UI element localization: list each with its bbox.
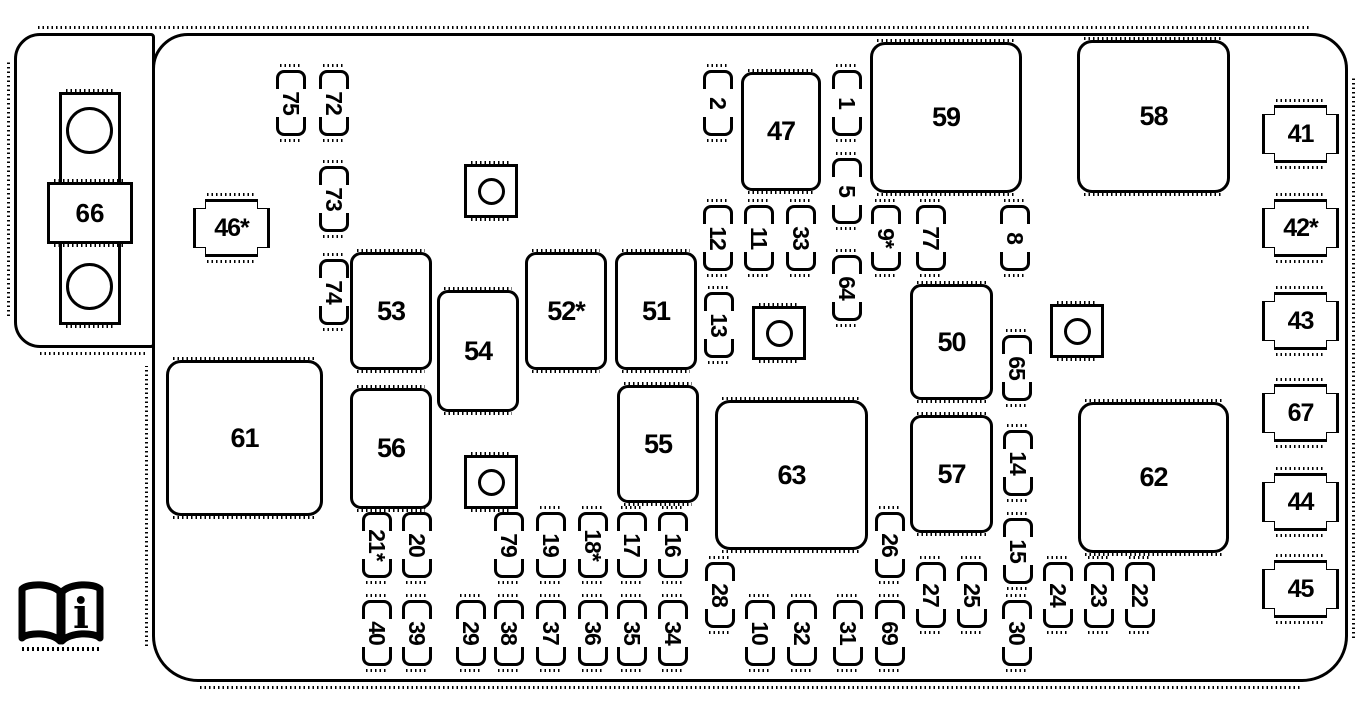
fuse-74 xyxy=(319,259,349,325)
fuse-cap-bottom xyxy=(658,647,688,666)
fuse-label: 9* xyxy=(873,228,900,248)
fuse-cap-top xyxy=(578,512,608,531)
fuse-cap-bottom xyxy=(319,306,349,325)
fuse-cap-bottom xyxy=(578,559,608,578)
fuse-cap-bottom xyxy=(276,117,306,136)
relay-label: 59 xyxy=(931,102,961,132)
mega-fuse-terminal-top xyxy=(66,107,113,154)
book-left-page xyxy=(22,585,60,641)
fuse-cap-top xyxy=(362,600,392,619)
fuse-label: 40 xyxy=(364,621,391,645)
fuse-cap-bottom xyxy=(1125,609,1155,628)
fuse-label: 39 xyxy=(404,621,431,645)
fuse-label: 72 xyxy=(321,91,348,115)
fuse-label: 24 xyxy=(1045,583,1072,607)
fuse-cap-top xyxy=(832,158,862,177)
fuse-label: 77 xyxy=(918,226,945,250)
fuse-cap-bottom xyxy=(832,117,862,136)
fuse-label: 35 xyxy=(619,621,646,645)
fuse-cap-bottom xyxy=(703,117,733,136)
fuse-label: 64 xyxy=(834,276,861,300)
relay-label: 56 xyxy=(376,433,406,463)
fuse-label: 2 xyxy=(705,97,732,109)
fuse-73 xyxy=(319,166,349,232)
fuse-cap-top xyxy=(745,600,775,619)
fuse-label: 34 xyxy=(660,621,687,645)
fuse-cap-top xyxy=(536,600,566,619)
fuse-cap-bottom xyxy=(1000,252,1030,271)
relay-label: 55 xyxy=(643,428,673,459)
mega-fuse-label: 66 xyxy=(75,197,105,228)
fuse-cap-bottom xyxy=(362,559,392,578)
mounting-bolt xyxy=(464,164,518,218)
fuse-label: 21* xyxy=(364,529,391,561)
jcase-fuse-67 xyxy=(1262,384,1339,442)
relay-label: 58 xyxy=(1139,101,1168,131)
attach-hatch-bottom xyxy=(40,352,146,355)
jcase-fuse-44 xyxy=(1262,473,1339,531)
fuse-label: 42* xyxy=(1283,213,1318,242)
fuse-cap-bottom xyxy=(957,609,987,628)
fuse-cap-bottom xyxy=(494,647,524,666)
fuse-label: 41 xyxy=(1287,119,1314,148)
fuse-label: 11 xyxy=(746,226,773,250)
fuse-label: 69 xyxy=(877,621,904,645)
fuse-label: 13 xyxy=(706,313,733,337)
fuse-8 xyxy=(1000,205,1030,271)
panel-hatch-left xyxy=(145,366,148,646)
fuse-cap-top xyxy=(1003,518,1033,537)
relay-label: 51 xyxy=(641,295,671,326)
fuse-label: 8 xyxy=(1002,232,1029,244)
fuse-label: 25 xyxy=(959,583,986,607)
jcase-fuse-45 xyxy=(1262,560,1339,618)
fuse-39 xyxy=(402,600,432,666)
fuse-label: 18* xyxy=(580,529,607,561)
fuse-20 xyxy=(402,512,432,578)
fuse-cap-bottom xyxy=(617,647,647,666)
relay-63 xyxy=(715,400,868,550)
fuse-label: 28 xyxy=(707,583,734,607)
fuse-2 xyxy=(703,70,733,136)
fuse-32 xyxy=(787,600,817,666)
fuse-cap-bottom xyxy=(704,339,734,358)
fuse-cap-top xyxy=(832,255,862,274)
fuse-cap-bottom xyxy=(319,117,349,136)
fuse-1 xyxy=(832,70,862,136)
fuse-cap-top xyxy=(704,292,734,311)
mega-fuse-terminal-bottom xyxy=(66,263,113,310)
fuse-9 xyxy=(871,205,901,271)
jcase-fuse-43 xyxy=(1262,292,1339,350)
fuse-label: 30 xyxy=(1004,621,1031,645)
fuse-22 xyxy=(1125,562,1155,628)
fuse-label: 31 xyxy=(835,621,862,645)
fuse-cap-bottom xyxy=(833,647,863,666)
fuse-label: 36 xyxy=(580,621,607,645)
fuse-cap-top xyxy=(617,512,647,531)
fuse-cap-top xyxy=(578,600,608,619)
fuse-cap-top xyxy=(617,600,647,619)
fuse-cap-bottom xyxy=(319,213,349,232)
fuse-label: 38 xyxy=(496,621,523,645)
fuse-cap-bottom xyxy=(1002,647,1032,666)
fuse-cap-bottom xyxy=(1003,477,1033,496)
fuse-cap-bottom xyxy=(456,647,486,666)
panel-hatch-top xyxy=(38,26,1310,29)
fuse-label: 44 xyxy=(1287,487,1314,516)
mounting-bolt xyxy=(752,306,806,360)
fuse-25 xyxy=(957,562,987,628)
jcase-fuse-42 xyxy=(1262,199,1339,257)
fuse-label: 12 xyxy=(705,226,732,250)
fuse-cap-top xyxy=(1003,430,1033,449)
fuse-13 xyxy=(704,292,734,358)
fuse-cap-top xyxy=(658,600,688,619)
fuse-label: 32 xyxy=(789,621,816,645)
fuse-14 xyxy=(1003,430,1033,496)
fuse-cap-top xyxy=(536,512,566,531)
relay-label: 53 xyxy=(376,295,406,326)
attach-hatch-left xyxy=(7,62,10,316)
relay-52 xyxy=(525,252,607,370)
fuse-label: 45 xyxy=(1287,574,1314,603)
fuse-cap-top xyxy=(875,512,905,531)
fuse-label: 29 xyxy=(458,621,485,645)
relay-61 xyxy=(166,360,323,516)
relay-label: 47 xyxy=(766,116,796,146)
fuse-label: 67 xyxy=(1287,398,1314,427)
fuse-34 xyxy=(658,600,688,666)
fuse-cap-bottom xyxy=(578,647,608,666)
relay-label: 54 xyxy=(463,335,493,366)
fuse-16 xyxy=(658,512,688,578)
fuse-cap-top xyxy=(402,512,432,531)
fuse-cap-bottom xyxy=(875,647,905,666)
fuse-label: 16 xyxy=(660,533,687,557)
info-glyph: i xyxy=(73,589,89,638)
fuse-cap-bottom xyxy=(745,647,775,666)
fuse-cap-top xyxy=(1125,562,1155,581)
fuse-cap-bottom xyxy=(658,559,688,578)
fuse-label: 33 xyxy=(788,226,815,250)
fuse-cap-top xyxy=(319,70,349,89)
fuse-cap-bottom xyxy=(744,252,774,271)
fuse-33 xyxy=(786,205,816,271)
relay-58 xyxy=(1077,40,1230,193)
fuse-15 xyxy=(1003,518,1033,584)
fuse-cap-top xyxy=(1002,335,1032,354)
bolt-circle xyxy=(478,469,505,496)
fuse-64 xyxy=(832,255,862,321)
fuse-cap-bottom xyxy=(402,647,432,666)
jcase-fuse-46 xyxy=(193,199,270,257)
fuse-label: 23 xyxy=(1086,583,1113,607)
fuse-label: 27 xyxy=(918,583,945,607)
relay-label: 63 xyxy=(777,459,806,490)
fuse-label: 5 xyxy=(834,185,861,197)
relay-59 xyxy=(870,42,1022,193)
relay-label: 61 xyxy=(230,422,259,453)
relay-54 xyxy=(437,290,519,412)
relay-label: 50 xyxy=(937,326,966,357)
panel-hatch-right xyxy=(1352,78,1355,638)
relay-label: 52* xyxy=(547,295,585,326)
fuse-cap-top xyxy=(456,600,486,619)
fuse-label: 75 xyxy=(278,91,305,115)
relay-50 xyxy=(910,284,993,400)
fuse-cap-top xyxy=(362,512,392,531)
fuse-cap-top xyxy=(658,512,688,531)
fuse-cap-top xyxy=(319,166,349,185)
fuse-cap-top xyxy=(833,600,863,619)
fuse-cap-bottom xyxy=(1002,382,1032,401)
fuse-cap-top xyxy=(957,562,987,581)
fuse-cap-top xyxy=(871,205,901,224)
fuse-cap-bottom xyxy=(875,559,905,578)
relay-label: 62 xyxy=(1139,462,1168,492)
fuse-5 xyxy=(832,158,862,224)
fuse-label: 65 xyxy=(1004,356,1031,380)
fuse-cap-top xyxy=(1043,562,1073,581)
fuse-label: 37 xyxy=(538,621,565,645)
fuse-label: 14 xyxy=(1005,451,1032,475)
mega-fuse-66 xyxy=(47,182,133,244)
fuse-cap-top xyxy=(1000,205,1030,224)
relay-51 xyxy=(615,252,697,370)
bolt-circle xyxy=(766,320,793,347)
relay-55 xyxy=(617,385,699,503)
fuse-cap-bottom xyxy=(1084,609,1114,628)
fuse-cap-bottom xyxy=(916,252,946,271)
fuse-cap-top xyxy=(276,70,306,89)
fuse-26 xyxy=(875,512,905,578)
fuse-label: 74 xyxy=(321,280,348,304)
fuse-label: 10 xyxy=(747,621,774,645)
fuse-cap-bottom xyxy=(536,647,566,666)
fuse-cap-bottom xyxy=(617,559,647,578)
fuse-cap-top xyxy=(744,205,774,224)
fuse-77 xyxy=(916,205,946,271)
fuse-72 xyxy=(319,70,349,136)
mounting-bolt xyxy=(1050,304,1104,358)
fuse-cap-bottom xyxy=(494,559,524,578)
fuse-cap-bottom xyxy=(362,647,392,666)
fuse-cap-top xyxy=(832,70,862,89)
fuse-cap-top xyxy=(703,70,733,89)
panel-hatch-bottom xyxy=(200,686,1302,689)
relay-47 xyxy=(741,72,821,191)
mounting-bolt xyxy=(464,455,518,509)
relay-53 xyxy=(350,252,432,370)
fuse-label: 20 xyxy=(404,533,431,557)
fuse-cap-bottom xyxy=(832,302,862,321)
owners-manual-book-icon xyxy=(14,576,108,660)
fuse-cap-top xyxy=(916,205,946,224)
fuse-65 xyxy=(1002,335,1032,401)
fuse-cap-top xyxy=(494,512,524,531)
bolt-circle xyxy=(478,178,505,205)
bolt-circle xyxy=(1064,318,1091,345)
relay-57 xyxy=(910,415,993,533)
fuse-cap-bottom xyxy=(536,559,566,578)
fuse-cap-top xyxy=(705,562,735,581)
fuse-cap-top xyxy=(1084,562,1114,581)
fuse-label: 15 xyxy=(1005,539,1032,563)
fuse-label: 46* xyxy=(214,213,249,242)
fuse-cap-bottom xyxy=(787,647,817,666)
fuse-cap-top xyxy=(319,259,349,278)
fuse-69 xyxy=(875,600,905,666)
fuse-cap-bottom xyxy=(832,205,862,224)
fuse-label: 17 xyxy=(619,533,646,557)
fuse-label: 19 xyxy=(538,533,565,557)
fuse-cap-bottom xyxy=(871,252,901,271)
fuse-cap-top xyxy=(1002,600,1032,619)
fuse-cap-top xyxy=(402,600,432,619)
fuse-label: 22 xyxy=(1127,583,1154,607)
fuse-cap-top xyxy=(494,600,524,619)
fuse-30 xyxy=(1002,600,1032,666)
fuse-label: 73 xyxy=(321,187,348,211)
fuse-cap-bottom xyxy=(402,559,432,578)
fuse-cap-top xyxy=(787,600,817,619)
fuse-label: 26 xyxy=(877,533,904,557)
fuse-label: 79 xyxy=(496,533,523,557)
fuse-label: 1 xyxy=(834,97,861,109)
fuse-cap-top xyxy=(875,600,905,619)
relay-62 xyxy=(1078,402,1229,553)
relay-label: 57 xyxy=(937,458,966,489)
fuse-cap-top xyxy=(703,205,733,224)
fuse-cap-top xyxy=(786,205,816,224)
jcase-fuse-41 xyxy=(1262,105,1339,163)
relay-56 xyxy=(350,388,432,509)
fuse-cap-bottom xyxy=(703,252,733,271)
fuse-label: 43 xyxy=(1287,306,1314,335)
fuse-cap-bottom xyxy=(786,252,816,271)
fuse-cap-top xyxy=(916,562,946,581)
